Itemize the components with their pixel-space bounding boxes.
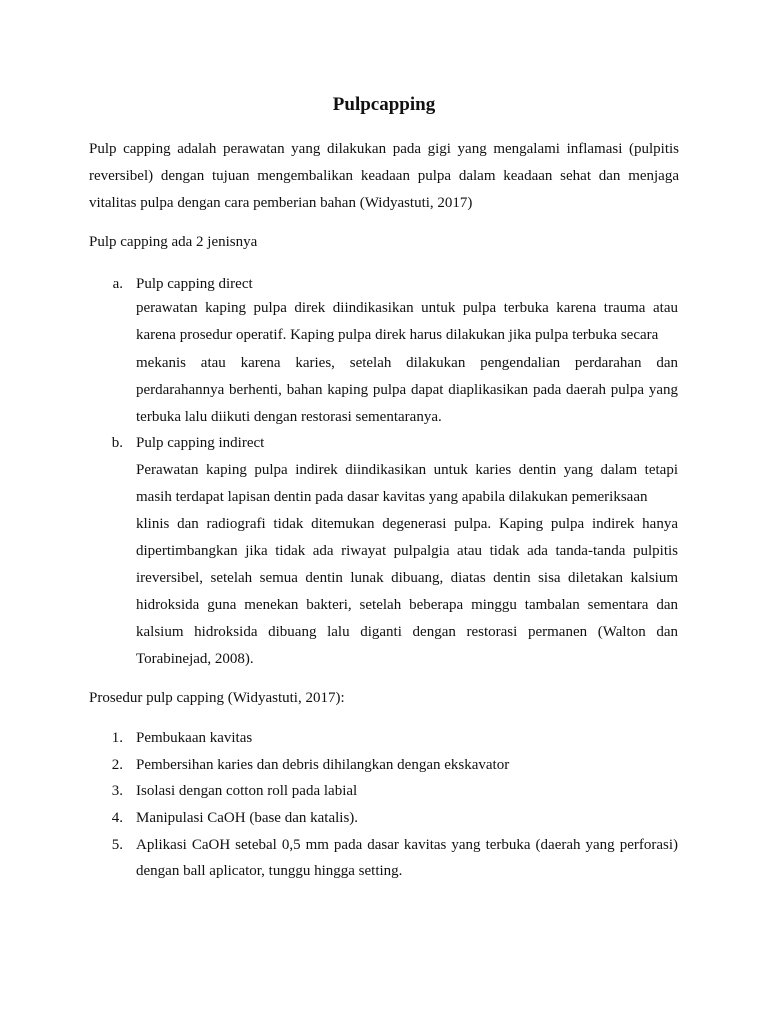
list-marker: 5. — [111, 837, 123, 853]
intro-line: Pulp capping adalah perawatan yang dilakukan pada gigi yang mengalami inflamasi (pulpitis — [89, 141, 679, 157]
type-line: terbuka lalu diikuti dengan restorasi sementaranya. — [136, 409, 442, 425]
list-marker: 4. — [111, 810, 123, 826]
list-marker: 2. — [111, 757, 123, 773]
intro-line: reversibel) dengan tujuan mengembalikan keadaan pulpa dalam keadaan sehat dan menjaga — [89, 168, 679, 184]
type-heading: Pulp capping direct — [136, 276, 253, 292]
procedure-step: Aplikasi CaOH setebal 0,5 mm pada dasar kavitas yang terbuka (daerah yang perforasi) — [136, 837, 678, 853]
list-marker: 1. — [111, 730, 123, 746]
type-line: ireversibel, setelah semua dentin lunak dibuang, diatas dentin sisa diletakan kalsium — [136, 570, 678, 586]
types-intro: Pulp capping ada 2 jenisnya — [89, 234, 258, 250]
type-line: Torabinejad, 2008). — [136, 651, 254, 667]
type-line: perdarahannya berhenti, bahan kaping pulpa dapat diaplikasikan pada daerah pulpa yang — [136, 382, 678, 398]
procedure-step: Isolasi dengan cotton roll pada labial — [136, 783, 358, 799]
procedure-step: Pembersihan karies dan debris dihilangkan dengan ekskavator — [136, 757, 510, 773]
list-marker: 3. — [111, 783, 123, 799]
document-title: Pulpcapping — [332, 94, 436, 115]
type-line: Perawatan kaping pulpa indirek diindikasikan untuk karies dentin yang dalam tetapi — [136, 462, 678, 478]
type-line: dipertimbangkan jika tidak ada riwayat pulpalgia atau tidak ada tanda-tanda pulpitis — [136, 543, 678, 559]
intro-line: vitalitas pulpa dengan cara pemberian bahan (Widyastuti, 2017) — [89, 195, 473, 211]
procedure-intro: Prosedur pulp capping (Widyastuti, 2017): — [89, 690, 345, 706]
list-marker: a. — [112, 276, 123, 292]
procedure-step: Pembukaan kavitas — [136, 730, 253, 746]
procedure-step: Manipulasi CaOH (base dan katalis). — [136, 810, 359, 826]
type-line: hidroksida guna menekan bakteri, setelah beberapa minggu tambalan sementara dan — [136, 597, 678, 613]
type-heading: Pulp capping indirect — [136, 435, 265, 451]
type-line: perawatan kaping pulpa direk diindikasikan untuk pulpa terbuka karena trauma atau — [136, 300, 678, 316]
type-line: mekanis atau karena karies, setelah dilakukan pengendalian perdarahan dan — [136, 355, 678, 371]
type-line: masih terdapat lapisan dentin pada dasar kavitas yang apabila dilakukan pemeriksaan — [136, 489, 648, 505]
type-line: kalsium hidroksida dibuang lalu diganti dengan restorasi permanen (Walton dan — [136, 624, 678, 640]
type-line: klinis dan radiografi tidak ditemukan degenerasi pulpa. Kaping pulpa indirek hanya — [136, 516, 678, 532]
type-line: karena prosedur operatif. Kaping pulpa direk harus dilakukan jika pulpa terbuka secara — [136, 327, 659, 343]
list-marker: b. — [111, 435, 123, 451]
procedure-step: dengan ball aplicator, tunggu hingga setting. — [136, 863, 403, 879]
